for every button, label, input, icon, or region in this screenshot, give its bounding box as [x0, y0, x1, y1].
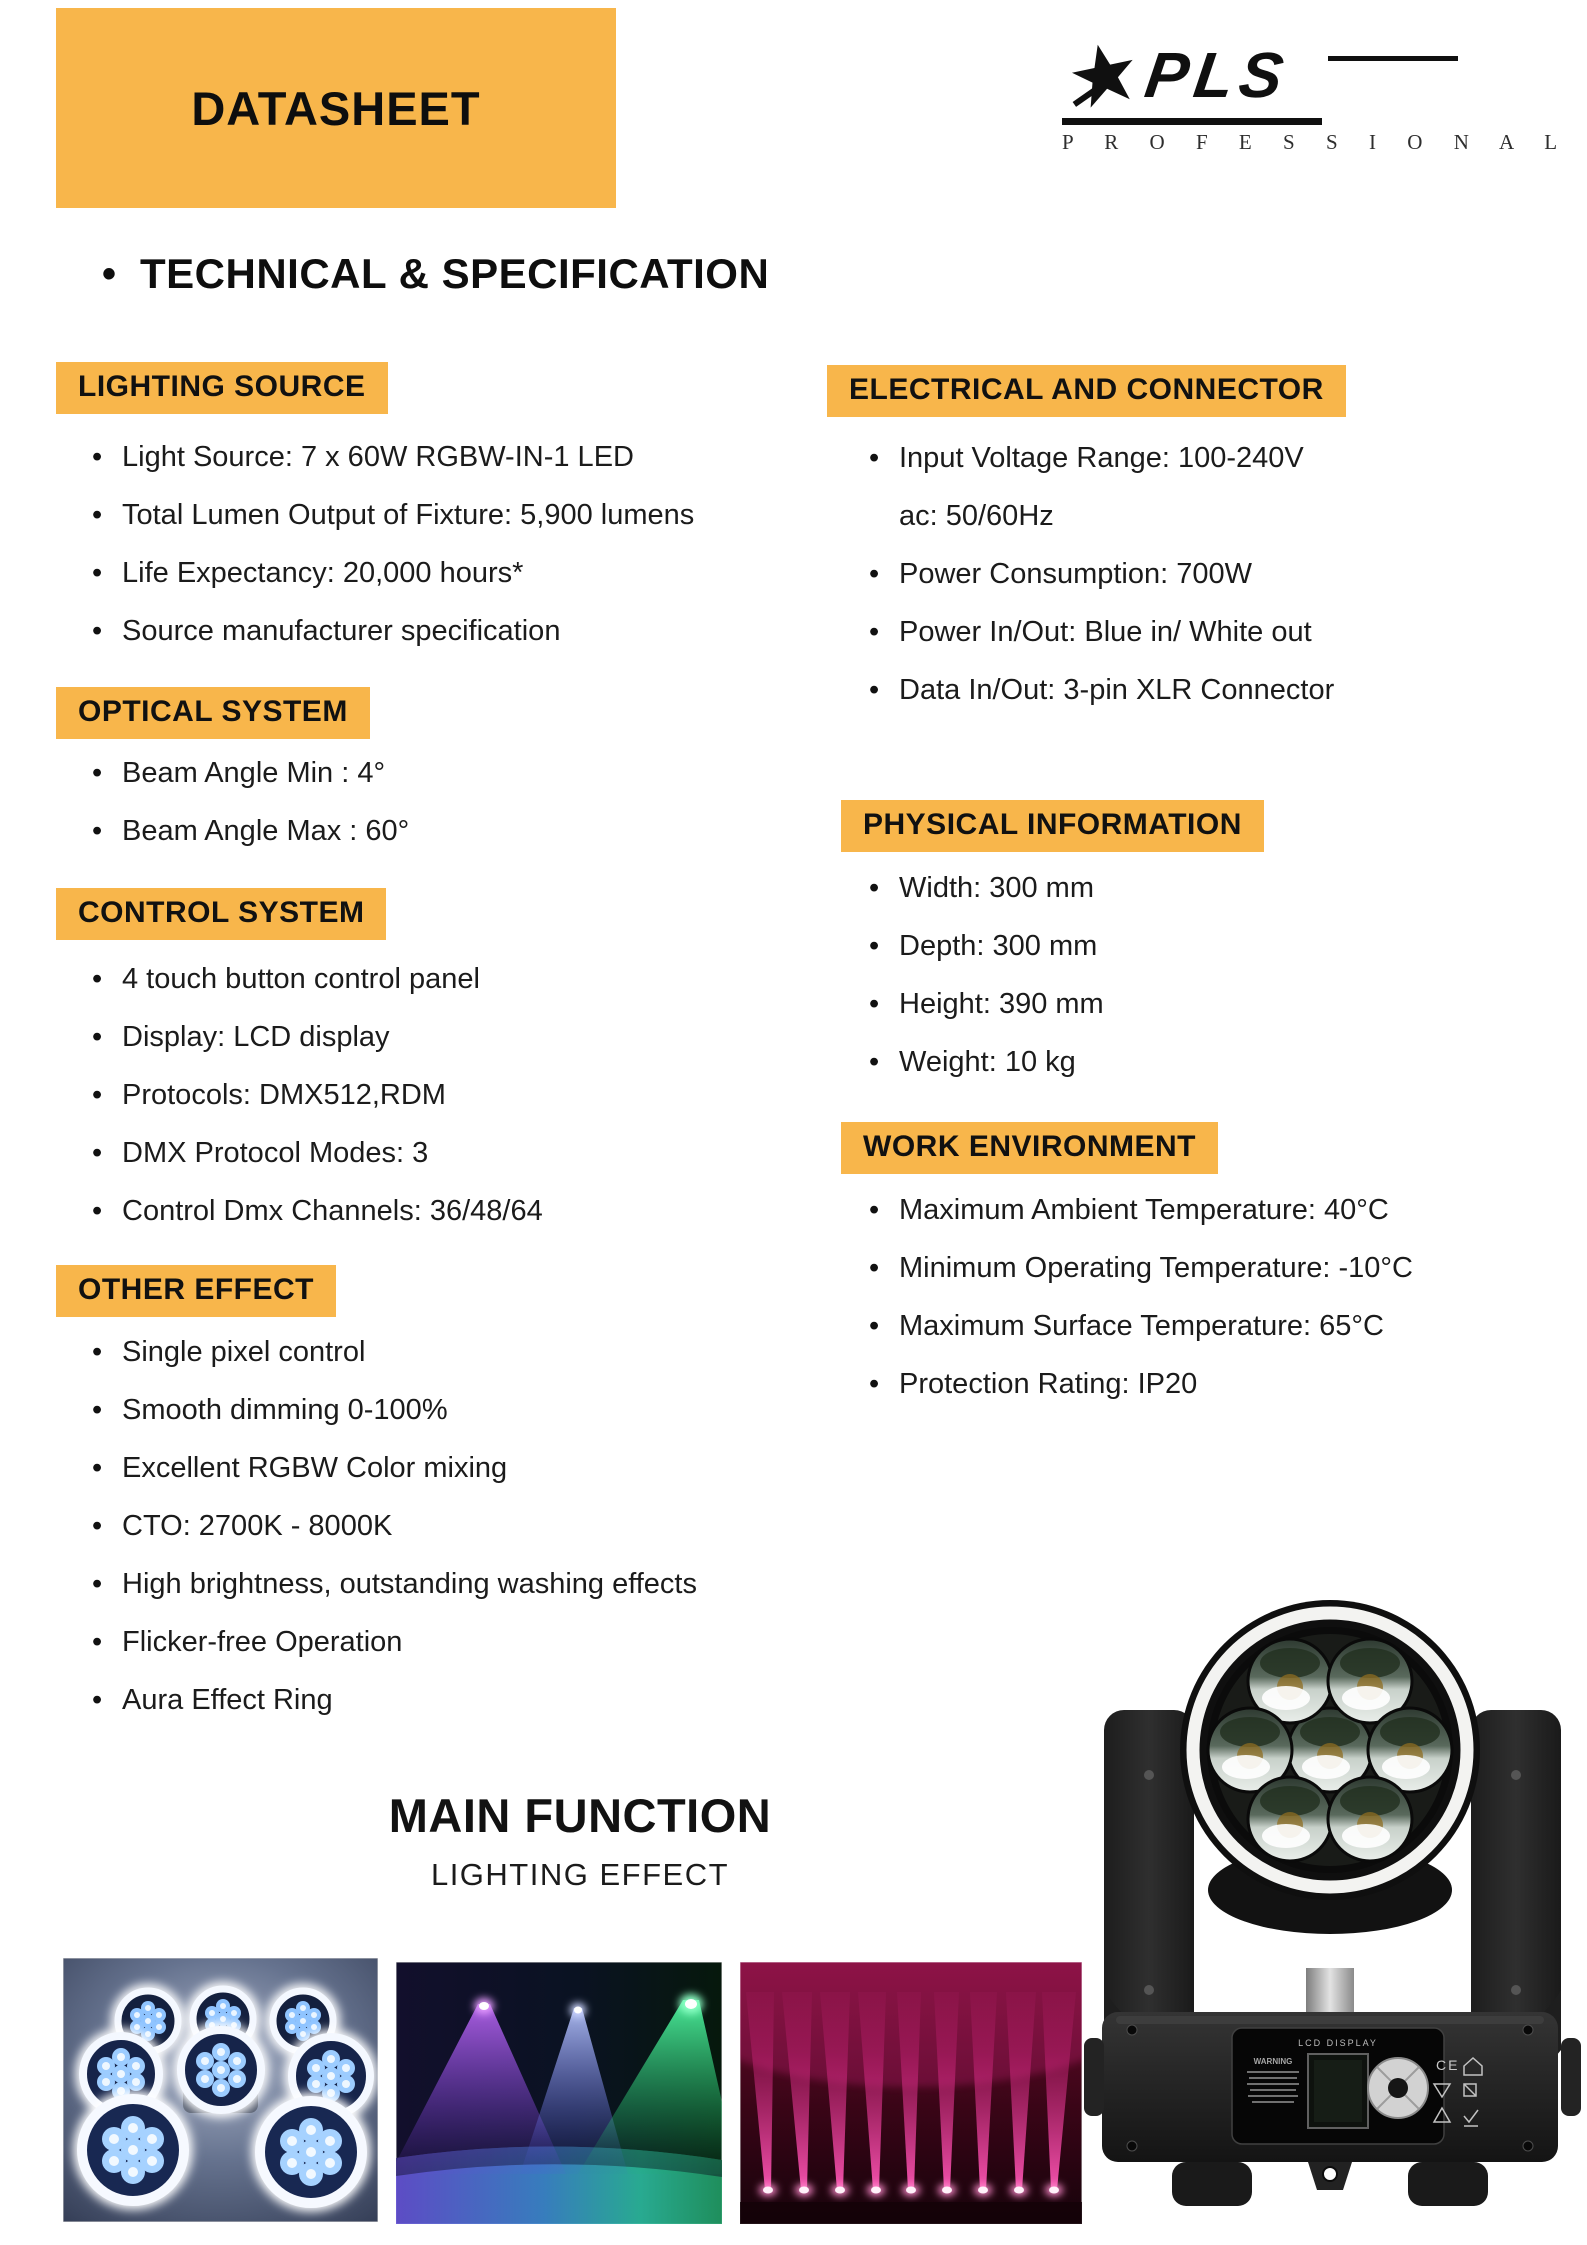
logo-row [1060, 39, 1460, 128]
list-item: • Protocols: DMX512,RDM [56, 1066, 780, 1124]
list-item: • Depth: 300 mm [827, 917, 1467, 975]
physical-information-list [827, 859, 1467, 1091]
ce-mark: CE [1436, 2057, 1460, 2073]
logo-brand-text: PLS [1140, 39, 1294, 111]
list-item: • Smooth dimming 0-100% [56, 1381, 780, 1439]
list-item: • Maximum Ambient Temperature: 40°C [827, 1181, 1467, 1239]
list-item: • Power In/Out: Blue in/ White out [827, 603, 1347, 661]
list-item: • Source manufacturer specification [56, 602, 780, 660]
list-item: • High brightness, outstanding washing effects [56, 1555, 780, 1613]
list-item: • Aura Effect Ring [56, 1671, 780, 1729]
list-item: • Protection Rating: IP20 [827, 1355, 1467, 1413]
list-item: • CTO: 2700K - 8000K [56, 1497, 780, 1555]
fixture-base [1084, 2012, 1581, 2206]
brand-logo [1060, 39, 1571, 162]
technical-specification-heading [102, 250, 769, 298]
section-header-work-environment: WORK ENVIRONMENT [841, 1122, 1218, 1174]
lighting-effect-photo-pink [740, 1962, 1082, 2224]
list-item: • Beam Angle Min : 4° [56, 744, 780, 802]
list-item: • Data In/Out: 3-pin XLR Connector [827, 661, 1347, 719]
section-header-optical-system: OPTICAL SYSTEM [56, 687, 370, 739]
star-icon [1068, 42, 1142, 121]
list-item: • Display: LCD display [56, 1008, 780, 1066]
section-header-other-effect: OTHER EFFECT [56, 1265, 336, 1317]
control-panel [1232, 2028, 1482, 2144]
section-header-lighting-source: LIGHTING SOURCE [56, 362, 388, 414]
list-item: • Single pixel control [56, 1323, 780, 1381]
warning-label: WARNING [1253, 2057, 1293, 2066]
list-item: • DMX Protocol Modes: 3 [56, 1124, 780, 1182]
optical-system-list [56, 744, 780, 860]
menu-dpad [1368, 2058, 1428, 2118]
lcd-display-label: LCD DISPLAY [1298, 2038, 1378, 2048]
base-foot-right [1408, 2162, 1488, 2206]
section-header-physical-information: PHYSICAL INFORMATION [841, 800, 1264, 852]
list-item: • Minimum Operating Temperature: -10°C [827, 1239, 1467, 1297]
product-photo-moving-head [1080, 1560, 1585, 2245]
list-item: • Total Lumen Output of Fixture: 5,900 lumens [56, 486, 780, 544]
heading-bullet: • [102, 251, 117, 296]
work-environment-list [827, 1181, 1467, 1413]
main-function-block [280, 1788, 880, 1893]
list-item: • Excellent RGBW Color mixing [56, 1439, 780, 1497]
logo-subtitle: P R O F E S S I O N A L [1062, 130, 1571, 154]
list-item: • Control Dmx Channels: 36/48/64 [56, 1182, 780, 1240]
main-function-subtitle: LIGHTING EFFECT [430, 1857, 730, 1892]
lighting-source-list [56, 428, 780, 660]
list-item: • Flicker-free Operation [56, 1613, 780, 1671]
list-item: • Light Source: 7 x 60W RGBW-IN-1 LED [56, 428, 780, 486]
section-header-control-system: CONTROL SYSTEM [56, 888, 386, 940]
list-item: • Weight: 10 kg [827, 1033, 1467, 1091]
list-item: • Width: 300 mm [827, 859, 1467, 917]
list-item: • Height: 390 mm [827, 975, 1467, 1033]
list-item: • Life Expectancy: 20,000 hours* [56, 544, 780, 602]
list-item: • Beam Angle Max : 60° [56, 802, 780, 860]
page-title: DATASHEET [191, 81, 481, 135]
control-system-list [56, 950, 780, 1240]
datasheet-title-block [56, 8, 616, 208]
list-item: • Input Voltage Range: 100-240V ac: 50/60Hz [827, 429, 1347, 545]
yoke-shaft [1306, 1968, 1354, 2016]
base-foot-left [1172, 2162, 1252, 2206]
section-header-electrical-and-connector: ELECTRICAL AND CONNECTOR [827, 365, 1346, 417]
electrical-connector-list [827, 429, 1347, 719]
logo-underline [1062, 118, 1322, 125]
other-effect-list [56, 1323, 780, 1729]
lighting-effect-photo-beams [396, 1962, 722, 2224]
fixture-head [1180, 1600, 1480, 1934]
list-item: • Power Consumption: 700W [827, 545, 1347, 603]
lighting-effect-photo-rings [63, 1958, 378, 2222]
logo-topline [1328, 56, 1458, 61]
list-item: • 4 touch button control panel [56, 950, 780, 1008]
main-function-title: MAIN FUNCTION [388, 1789, 772, 1842]
list-item: • Maximum Surface Temperature: 65°C [827, 1297, 1467, 1355]
heading-text: TECHNICAL & SPECIFICATION [140, 250, 770, 297]
